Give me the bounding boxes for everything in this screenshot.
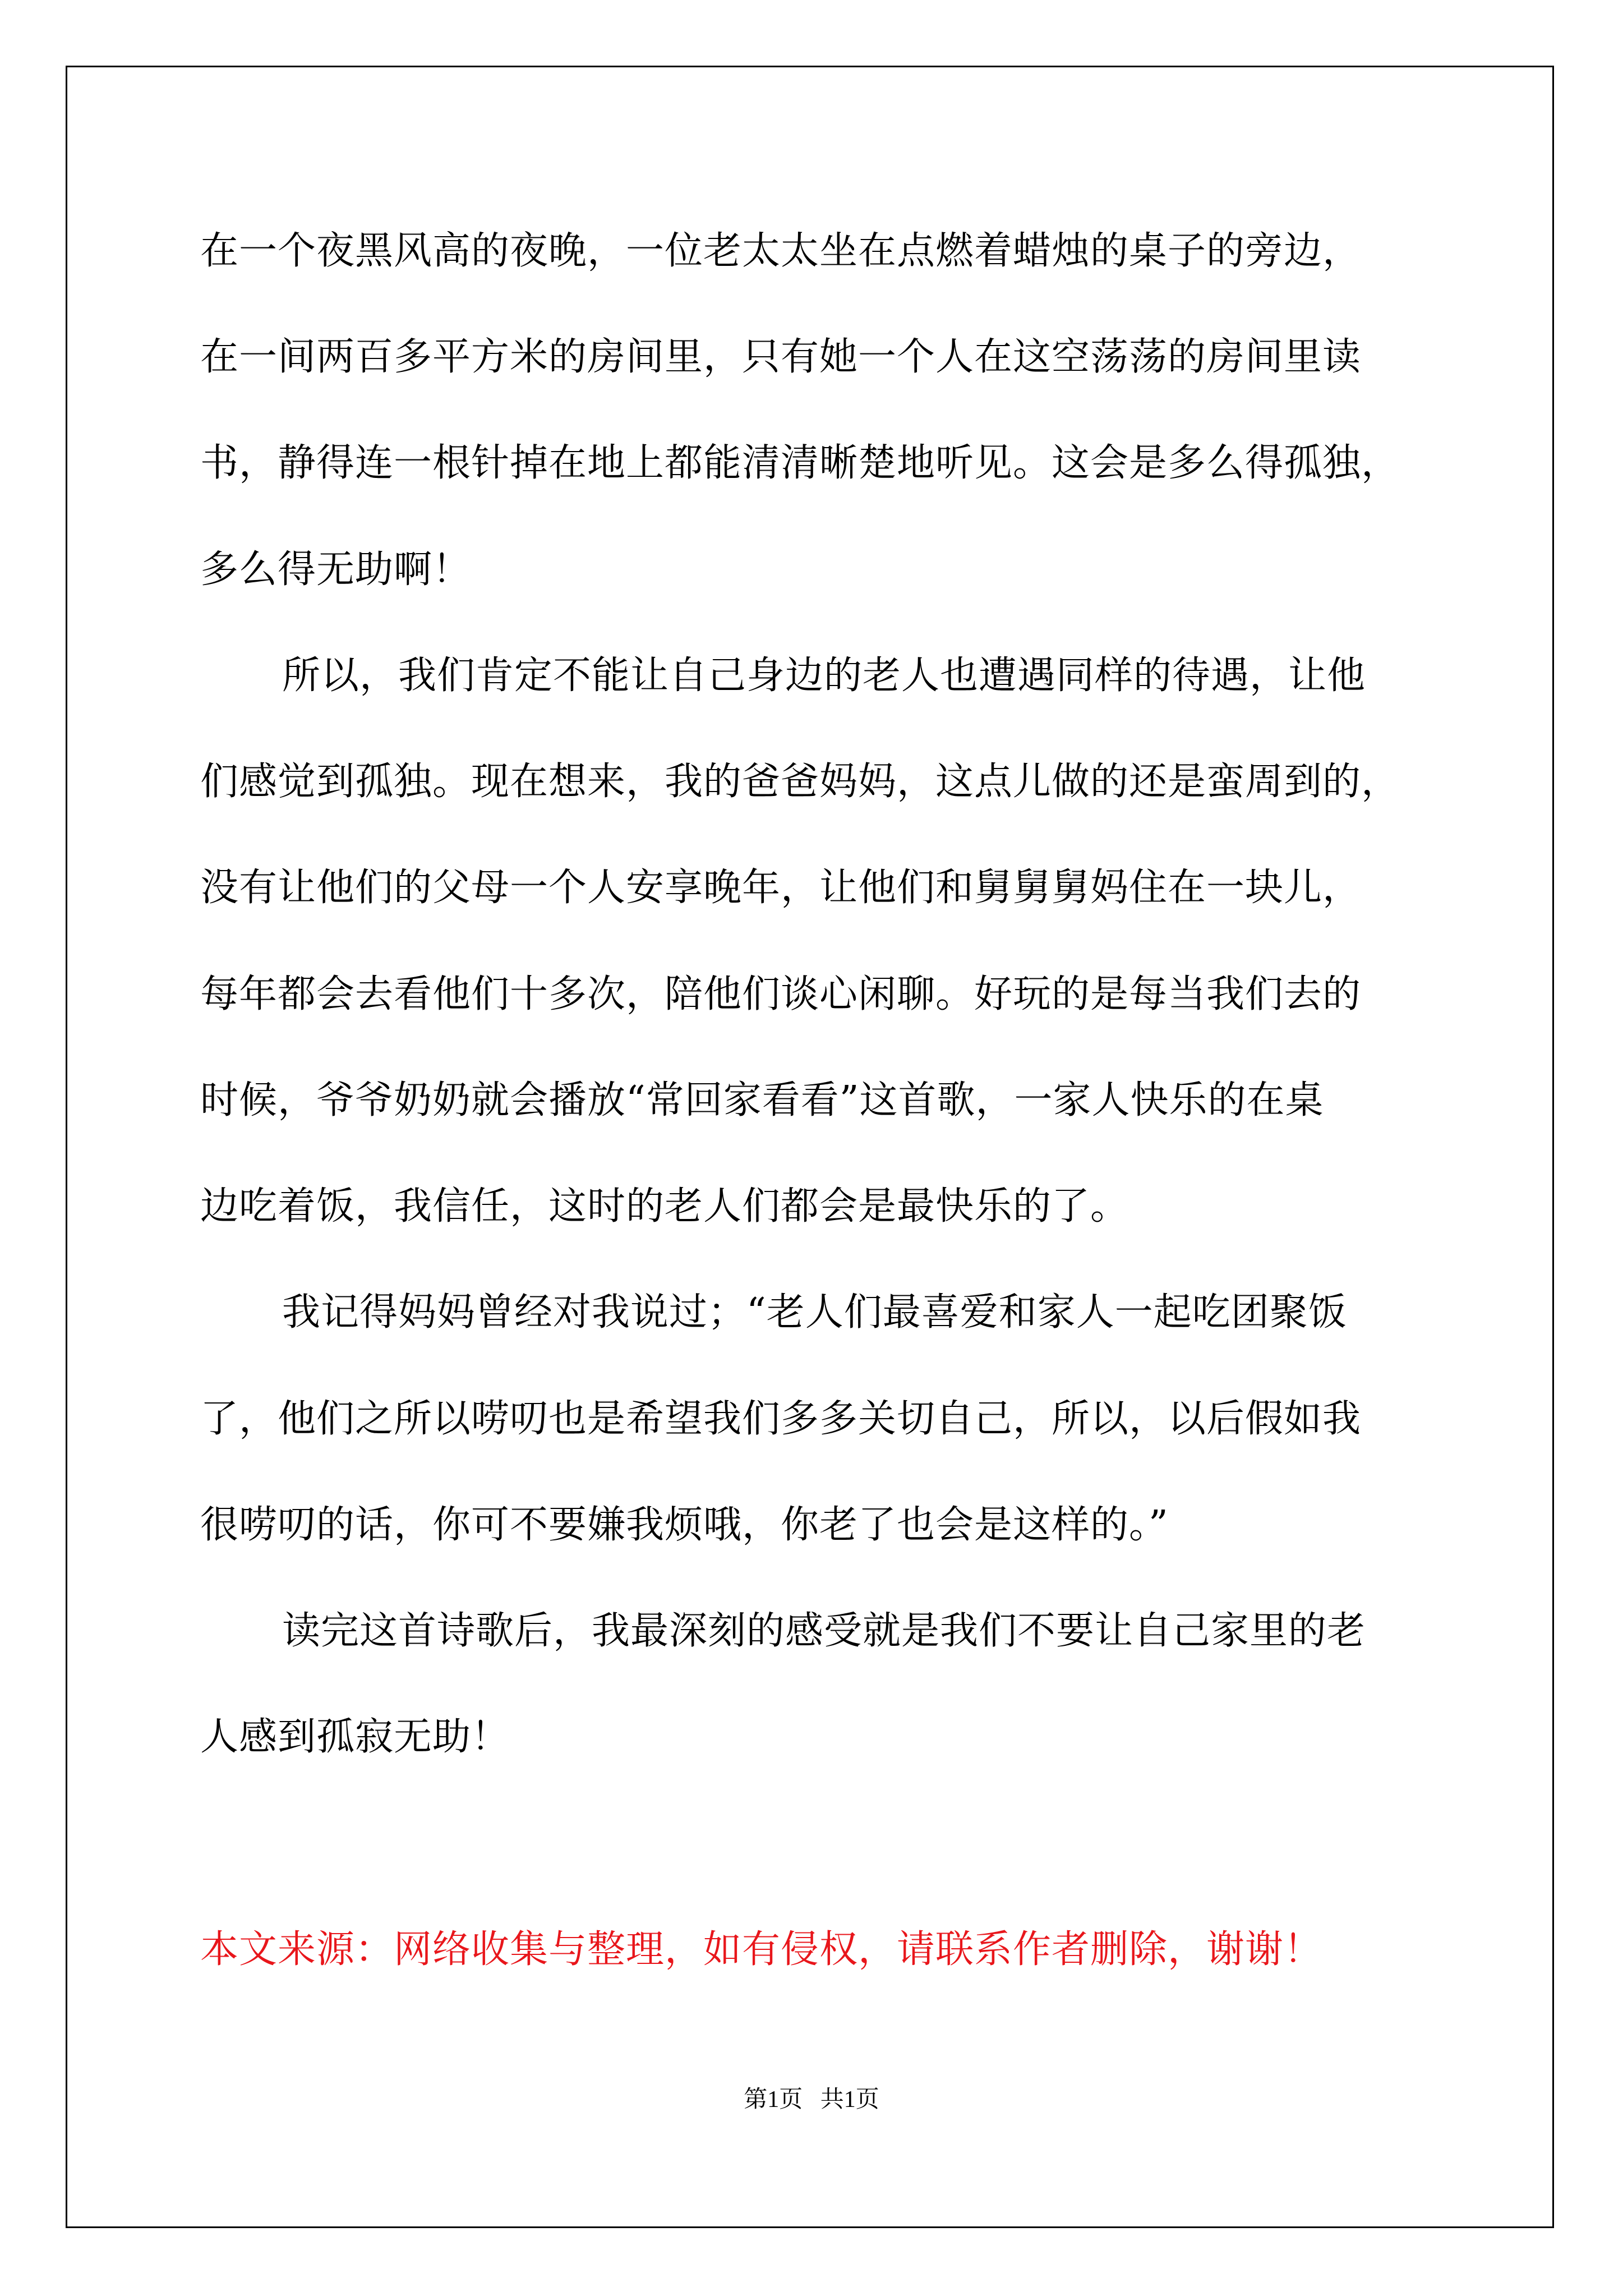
body-line: 们感觉到孤独。现在想来，我的爸爸妈妈，这点儿做的还是蛮周到的， (200, 760, 1400, 804)
paragraph-start-line: 所以，我们肯定不能让自己身边的老人也遭遇同样的待遇，让他 (282, 654, 1366, 698)
body-line: 每年都会去看他们十多次，陪他们谈心闲聊。好玩的是每当我们去的 (200, 972, 1362, 1016)
source-note: 本文来源：网络收集与整理，如有侵权，请联系作者删除，谢谢！ (200, 1927, 1323, 1972)
body-line: 在一个夜黑风高的夜晚，一位老太太坐在点燃着蜡烛的桌子的旁边， (200, 229, 1362, 273)
page-footer (0, 2086, 1623, 2114)
body-line: 时候，爷爷奶奶就会播放“常回家看看”这首歌，一家人快乐的在桌 (200, 1078, 1324, 1122)
page-border (66, 66, 1554, 2228)
page-total: 共1页 (820, 2087, 879, 2113)
paragraph-start-line: 我记得妈妈曾经对我说过；“老人们最喜爱和家人一起吃团聚饭 (282, 1290, 1347, 1335)
body-line: 在一间两百多平方米的房间里，只有她一个人在这空荡荡的房间里读 (200, 335, 1362, 379)
body-line: 人感到孤寂无助！ (200, 1715, 510, 1759)
body-line: 很唠叨的话，你可不要嫌我烦哦，你老了也会是这样的。” (200, 1503, 1169, 1547)
body-line: 了，他们之所以唠叨也是希望我们多多关切自己，所以，以后假如我 (200, 1397, 1362, 1441)
paragraph-start-line: 读完这首诗歌后，我最深刻的感受就是我们不要让自己家里的老 (282, 1609, 1366, 1653)
page-number: 第1页 (744, 2087, 803, 2113)
body-line: 多么得无助啊！ (200, 547, 472, 592)
body-line: 书，静得连一根针掉在地上都能清清晰楚地听见。这会是多么得孤独， (200, 441, 1400, 485)
body-line: 边吃着饭，我信任，这时的老人们都会是最快乐的了。 (200, 1184, 1129, 1228)
body-line: 没有让他们的父母一个人安享晚年，让他们和舅舅舅妈住在一块儿， (200, 866, 1362, 910)
